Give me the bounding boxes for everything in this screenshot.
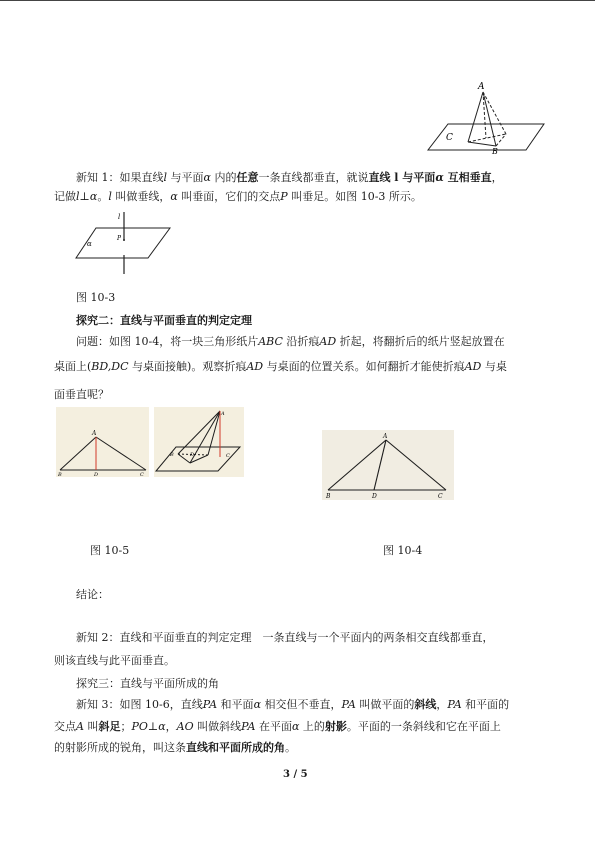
figure-10-4-photo: [322, 430, 454, 500]
label-a: A: [383, 433, 388, 440]
label-d2: D: [190, 452, 195, 458]
question-line2: 桌面上(BD,DC 与桌面接触)。观察折痕AD 与桌面的位置关系。如何翻折才能使折痕AD 与桌: [54, 360, 507, 373]
caption-fig-10-5: 图 10-5: [90, 544, 130, 557]
pyramid-figure: [418, 80, 558, 156]
label-c: C: [446, 133, 453, 143]
label-l: l: [118, 213, 121, 221]
label-c: C: [438, 493, 443, 500]
new-knowledge-2-line1: 新知 2：直线和平面垂直的判定定理 一条直线与一个平面内的两条相交直线都垂直，: [76, 631, 494, 644]
label-d1: D: [94, 472, 99, 477]
label-c2: C: [226, 453, 230, 459]
label-a2: A: [221, 411, 225, 417]
heading-explore-2: 探究二：直线与平面垂直的判定定理: [76, 314, 252, 327]
label-b: B: [326, 493, 331, 500]
figure-10-3: [74, 210, 174, 278]
new-knowledge-2-line2: 则该直线与此平面垂直。: [54, 654, 175, 667]
header-rule: [0, 0, 595, 1]
label-p: P: [117, 235, 122, 242]
conclusion-label: 结论：: [76, 588, 109, 601]
question-line1: 问题：如图 10-4，将一块三角形纸片ABC 沿折痕AD 折起，将翻折后的纸片竖起放置在: [76, 335, 505, 348]
caption-fig-10-4: 图 10-4: [383, 544, 423, 557]
new-knowledge-3-line3: 的射影所成的锐角，叫这条直线和平面所成的角。: [54, 741, 296, 754]
new-knowledge-3-line1: 新知 3：如图 10-6，直线PA 和平面α 相交但不垂直，PA 叫做平面的斜线，PA 和平面的: [76, 698, 510, 711]
page-number: 3 / 5: [283, 769, 308, 780]
new-knowledge-1: 新知 1：如果直线l 与平面α 内的任意一条直线都垂直，就说直线 l 与平面α 互相垂直，: [76, 171, 503, 184]
label-a1: A: [92, 430, 97, 437]
label-d: D: [372, 493, 377, 500]
caption-fig-10-3: 图 10-3: [76, 291, 116, 304]
label-b2: B: [170, 452, 174, 458]
new-knowledge-1-line2: 记做l⊥α。l 叫做垂线，α 叫垂面，它们的交点P 叫垂足。如图 10-3 所示。: [54, 190, 422, 203]
label-c1: C: [140, 472, 144, 477]
question-line3: 面垂直呢？: [54, 388, 109, 401]
label-b: B: [492, 147, 498, 156]
label-b1: B: [58, 472, 62, 477]
label-alpha: α: [87, 240, 92, 248]
new-knowledge-3-line2: 交点A 叫斜足；PO⊥α，AO 叫做斜线PA 在平面α 上的射影。平面的一条斜线和它在平面上: [54, 720, 501, 733]
figure-10-5-photo-right: [154, 407, 244, 477]
figure-10-5-photo-left: [56, 407, 149, 477]
label-a: A: [478, 82, 485, 92]
heading-explore-3: 探究三：直线与平面所成的角: [76, 677, 219, 690]
